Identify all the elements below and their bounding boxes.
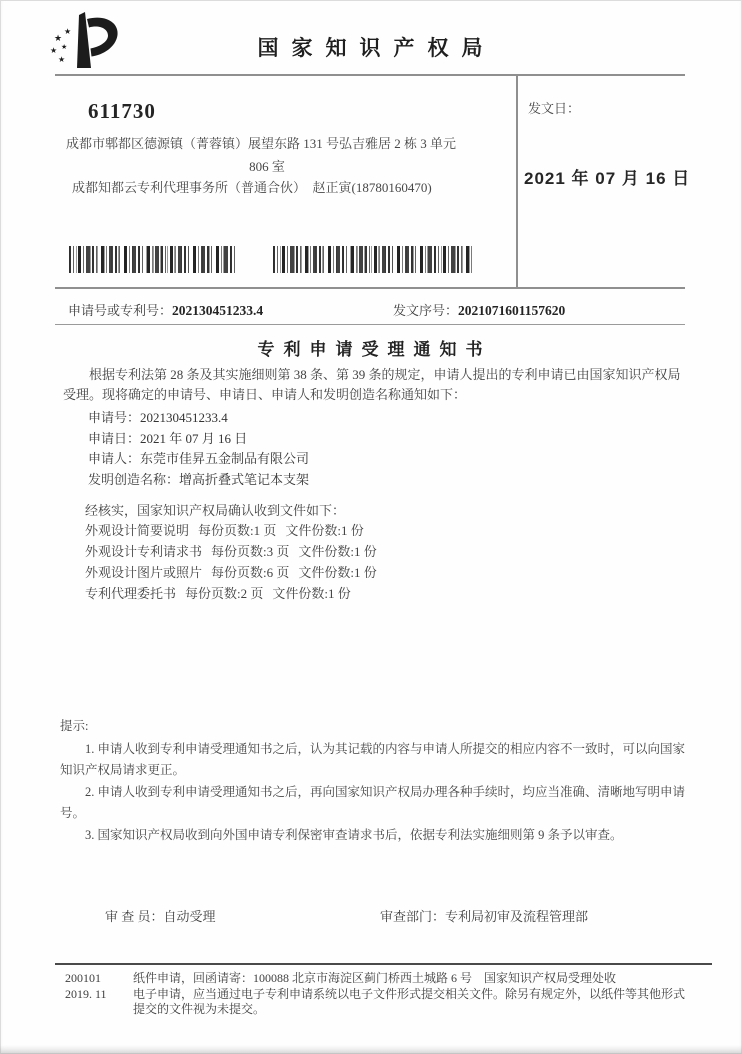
footer-notes-column xyxy=(133,971,693,1018)
svg-text:★: ★ xyxy=(64,27,72,36)
field-application-number: 申请号：202130451233.4 xyxy=(88,410,228,425)
address-line2: 806 室 xyxy=(249,159,285,174)
tip-item-3: 3. 国家知识产权局收到向外国申请专利保密审查请求书后，依据专利法实施细则第 9 条予以审查。 xyxy=(85,827,623,842)
department-label: 审查部门： xyxy=(380,909,446,924)
box-divider-rule xyxy=(516,74,518,288)
serial-number-label: 发文序号： xyxy=(393,303,459,318)
document-item: 外观设计专利请求书 每份页数:3 页 文件份数:1 份 xyxy=(85,544,377,559)
serial-number-value: 2021071601157620 xyxy=(458,303,566,318)
field-application-date: 申请日：2021 年 07 月 16 日 xyxy=(88,430,248,446)
mid-rule xyxy=(55,287,685,289)
header-rule xyxy=(55,74,685,76)
field-applicant: 申请人：东莞市佳昇五金制品有限公司 xyxy=(88,451,310,466)
address-line1: 成都市郫都区德源镇（菁蓉镇）展望东路 131 号弘吉雅居 2 栋 3 单元 xyxy=(66,136,457,151)
scan-edge-artifact xyxy=(0,1045,742,1054)
footer-note-electronic: 电子申请，应当通过电子专利申请系统以电子文件形式提交相关文件。除另有规定外，以纸件等其他形式提交的文件视为未提交。 xyxy=(133,986,686,1016)
postal-code: 611730 xyxy=(88,99,156,123)
reference-row xyxy=(68,300,685,319)
document-item: 专利代理委托书 每份页数:2 页 文件份数:1 份 xyxy=(85,586,351,601)
examiner-field xyxy=(105,906,216,925)
form-date: 2019. 11 xyxy=(65,986,107,1001)
application-number-label: 申请号或专利号： xyxy=(68,303,173,318)
document-item: 外观设计图片或照片 每份页数:6 页 文件份数:1 份 xyxy=(85,565,377,580)
svg-text:★: ★ xyxy=(54,33,63,43)
issue-date-label: 发文日： xyxy=(528,101,581,116)
document-title: 专利申请受理通知书 xyxy=(257,340,492,359)
form-code-column xyxy=(65,971,107,1002)
tip-item-1: 1. 申请人收到专利申请受理通知书之后，认为其记载的内容与申请人所提交的相应内容不一致时，可以向国家知识产权局请求更正。 xyxy=(60,741,686,777)
barcode-left xyxy=(69,246,237,273)
tips-section xyxy=(60,716,688,846)
footer-note-paper: 纸件申请，回函请寄：100088 北京市海淀区蓟门桥西土城路 6 号 国家知识产权局受理处收 xyxy=(133,971,617,985)
examiner-value: 自动受理 xyxy=(163,909,216,924)
application-number-value: 202130451233.4 xyxy=(172,303,264,318)
department-value: 专利局初审及流程管理部 xyxy=(445,909,589,924)
svg-text:★: ★ xyxy=(58,55,66,64)
received-documents-list xyxy=(85,521,683,605)
agent-line: 成都知都云专利代理事务所（普通合伙） 赵正寅(18780160470) xyxy=(72,180,432,195)
svg-text:★: ★ xyxy=(61,43,68,51)
ref-rule xyxy=(55,324,685,325)
issue-date-value: 2021 年 07 月 16 日 xyxy=(524,169,691,188)
document-item: 外观设计简要说明 每份页数:1 页 文件份数:1 份 xyxy=(85,523,364,538)
notice-body xyxy=(63,365,683,605)
department-field xyxy=(380,906,588,925)
field-invention-name: 发明创造名称：增高折叠式笔记本支架 xyxy=(88,471,310,487)
received-documents-intro: 经核实，国家知识产权局确认收到文件如下： xyxy=(85,503,346,518)
agency-title: 国家知识产权局 xyxy=(257,37,496,60)
examiner-label: 审 查 员： xyxy=(105,909,164,924)
barcode-right xyxy=(273,246,473,273)
footer-rule xyxy=(55,963,712,965)
intro-paragraph: 根据专利法第 28 条及其实施细则第 38 条、第 39 条的规定，申请人提出的专利申请已由国家知识产权局受理。现将确定的申请号、申请日、申请人和发明创造名称通知如下： xyxy=(63,367,681,402)
tip-item-2: 2. 申请人收到专利申请受理通知书之后，再向国家知识产权局办理各种手续时，均应当准确、清晰地写明申请号。 xyxy=(60,784,686,820)
tips-heading: 提示: xyxy=(60,719,89,733)
form-code: 200101 xyxy=(65,971,101,985)
application-fields xyxy=(88,408,683,490)
svg-text:★: ★ xyxy=(50,46,58,55)
